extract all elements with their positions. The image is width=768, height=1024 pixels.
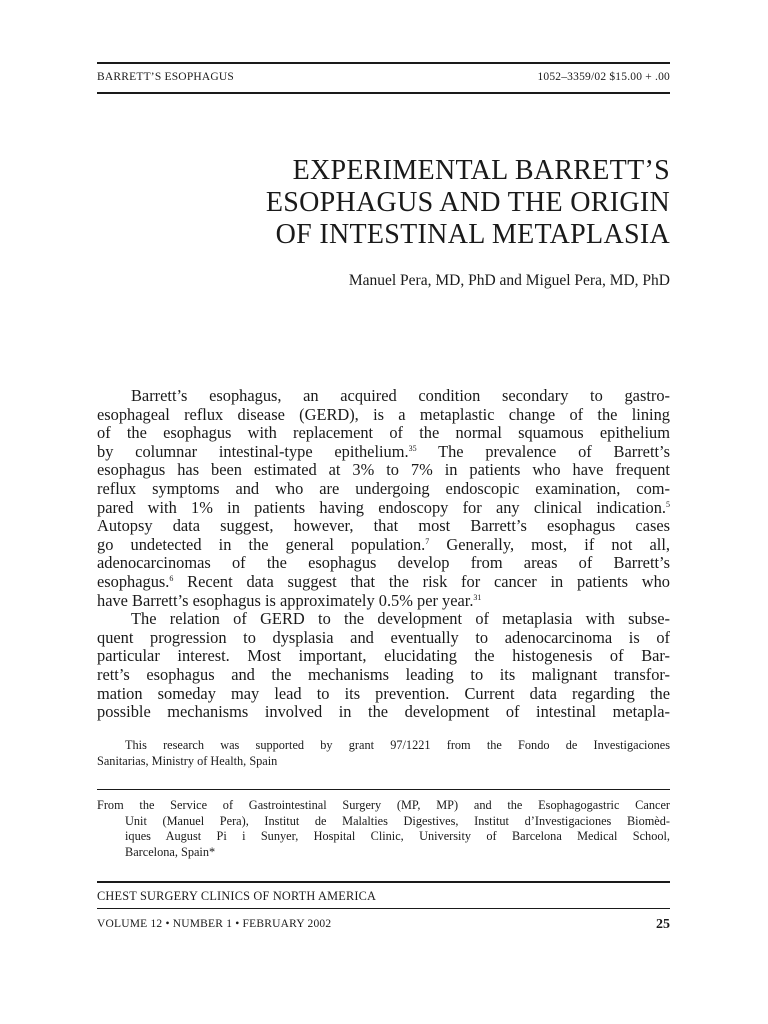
body-line [97,443,670,462]
body-line-text: esophagus. [97,571,170,591]
affiliation-note [97,798,670,860]
affiliation-line: Unit (Manuel Pera), Institut de Malalties Digestives, Institut d’Investigaciones Biomèd- [125,813,670,828]
funding-line: This research was supported by grant 97/1221 from the Fondo de Investigaciones [125,738,670,752]
body-line [97,647,670,666]
page-number: 25 [656,917,670,932]
body-text [97,387,670,722]
citation-superscript: 7 [425,536,430,546]
title-line: ESOPHAGUS AND THE ORIGIN [265,187,670,218]
body-line-text: reflux symptoms and who are undergoing endoscopic examination, com- [97,478,670,498]
affiliation-line: iques August Pi i Sunyer, Hospital Clinic, University of Barcelona Medical School, [125,829,670,843]
body-line-text: pared with 1% in patients having endoscopy for any clinical indication. [97,497,666,517]
body-line-text: by columnar intestinal-type epithelium. [97,441,409,461]
body-line [97,685,670,704]
body-line [97,610,670,629]
affiliation-line: Barcelona, Spain* [125,844,216,859]
footer [97,918,670,934]
authors: Manuel Pera, MD, PhD and Miguel Pera, MD, PhD [348,272,670,289]
body-line-text: possible mechanisms involved in the development of intestinal metapla- [97,702,670,722]
running-header-price: 1052–3359/02 $15.00 + .00 [537,71,670,83]
body-line [97,629,670,648]
issue-info: VOLUME 12 • NUMBER 1 • FEBRUARY 2002 [97,918,332,930]
body-line [97,480,670,499]
body-line-text: have Barrett’s esophagus is approximately 0.5% per year. [97,590,474,610]
body-line-text: Autopsy data suggest, however, that most Barrett’s esophagus cases [97,516,670,536]
running-header-title: BARRETT’S ESOPHAGUS [97,71,235,83]
body-line [97,461,670,480]
body-line [97,703,670,722]
body-line-text: mation someday may lead to its prevention. Current data regarding the [97,683,670,703]
footer-rule [97,908,670,909]
header-rule [97,92,670,94]
title-line: EXPERIMENTAL BARRETT’S [292,155,670,186]
body-line-text: Recent data suggest that the risk for cancer in patients who [173,571,670,591]
body-line-text: esophageal reflux disease (GERD), is a metaplastic change of the lining [97,404,670,424]
body-line [97,517,670,536]
affiliation-rule [97,789,670,790]
body-line-text: rett’s esophagus and the mechanisms leading to its malignant transfor- [97,664,670,684]
body-line [97,536,670,555]
body-line-text: adenocarcinomas of the esophagus develop from areas of Barrett’s [97,553,670,573]
title-line: OF INTESTINAL METAPLASIA [275,219,670,250]
body-line-text: particular interest. Most important, elucidating the histogenesis of Bar- [97,646,670,666]
affiliation-line: From the Service of Gastrointestinal Surgery (MP, MP) and the Esophagogastric Cancer [97,798,670,812]
citation-superscript: 5 [666,499,670,509]
body-line [97,573,670,592]
body-line [97,592,670,611]
funding-note [97,738,670,769]
body-line [97,554,670,573]
citation-superscript: 6 [169,573,174,583]
citation-superscript: 31 [473,592,482,602]
funding-line: Sanitarias, Ministry of Health, Spain [97,753,278,768]
body-line [97,387,670,406]
body-line-text: Barrett’s esophagus, an acquired condition secondary to gastro- [131,386,670,405]
article-title [110,155,670,251]
body-line [97,406,670,425]
running-header [97,71,670,87]
top-rule [97,62,670,64]
journal-rule [97,881,670,883]
body-line-text: go undetected in the general population. [97,534,426,554]
body-line [97,499,670,518]
body-line-text: Generally, most, if not all, [429,534,670,554]
journal-name: CHEST SURGERY CLINICS OF NORTH AMERICA [97,889,377,903]
body-line-text: esophagus has been estimated at 3% to 7% in patients who have frequent [97,460,670,480]
body-line-text: The relation of GERD to the development of metaplasia with subse- [131,609,670,629]
body-line [97,666,670,685]
body-line-text: The prevalence of Barrett’s [416,441,670,461]
body-line-text: quent progression to dysplasia and eventually to adenocarcinoma is of [97,627,670,647]
body-line [97,424,670,443]
body-line-text: of the esophagus with replacement of the normal squamous epithelium [97,423,670,443]
citation-superscript: 35 [408,443,417,453]
